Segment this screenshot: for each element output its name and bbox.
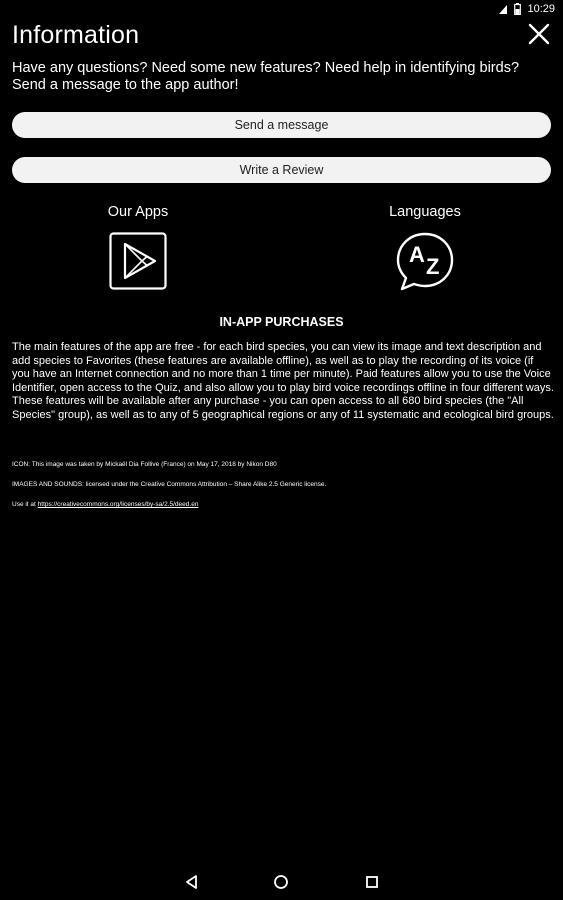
status-time: 10:29 [527,3,555,15]
page-title: Information [12,21,140,49]
lang-glyph-z: Z [426,254,440,279]
lang-glyph-a: A [409,242,425,267]
play-store-icon[interactable] [109,232,167,290]
close-icon[interactable] [527,22,551,46]
icon-credit: ICON: This image was taken by Mickaël Dia Follive (France) on May 17, 2018 by Nikon D80 [12,461,277,468]
our-apps-label: Our Apps [107,204,169,220]
home-icon[interactable] [273,874,289,890]
no-sim-icon [498,4,508,15]
in-app-purchases-text: The main features of the app are free - for each bird species, you can view its image and text description and add species to Favorites (these features are available offline), as well as to play the recording of its voice (if you have an Internet connection and no more than 1 time per minute). Paid features allow you to use the Voice Identifier, open access to the Quiz, and also allow you to play bird voice recordings offline in four different ways. These features will be available after any purchase - you can open access to all 680 bird species (the "All Species" group), as well as to any of 5 geographical regions or any of 11 systematic and ecological bird groups. [12,341,554,421]
back-icon[interactable] [184,874,200,890]
intro-text: Have any questions? Need some new features? Need help in identifying birds? Send a message to the app author! [12,60,520,93]
recents-icon[interactable] [364,874,380,890]
in-app-purchases-heading: IN-APP PURCHASES [219,315,344,329]
write-review-button[interactable]: Write a Review [12,157,551,183]
battery-icon [514,3,521,15]
license-prefix: Use it at [12,501,36,508]
status-bar [0,0,563,20]
translate-bubble-icon[interactable] [394,230,456,292]
license-line [12,501,552,509]
navigation-bar [0,866,563,900]
media-credit: IMAGES AND SOUNDS: licensed under the Creative Commons Attribution – Share Alike 2.5 Generic license. [12,481,327,488]
license-link[interactable]: https://creativecommons.org/licenses/by-sa/2.5/deed.en [37,501,199,508]
send-message-button[interactable]: Send a message [12,112,551,138]
languages-label: Languages [389,204,461,220]
